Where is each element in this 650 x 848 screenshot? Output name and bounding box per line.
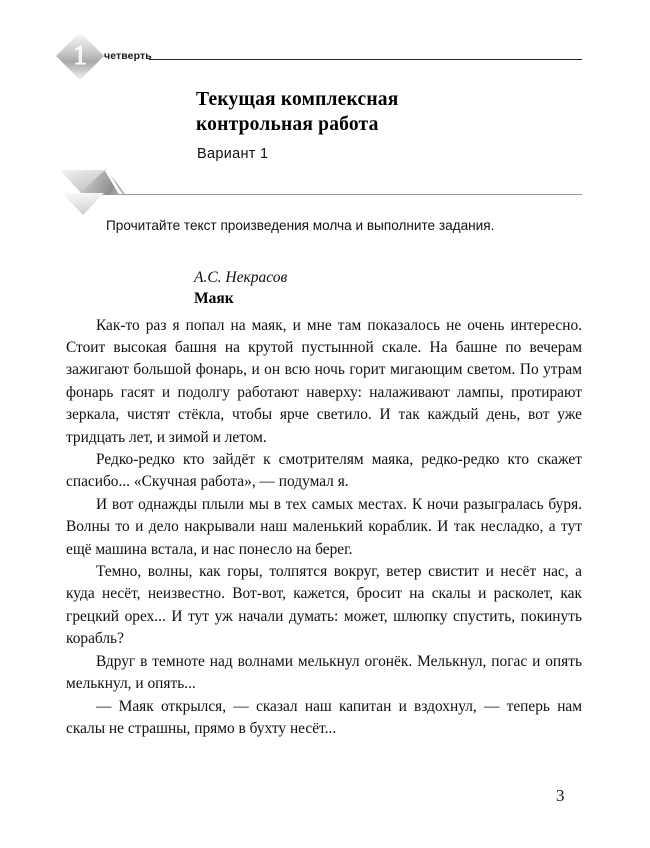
passage-body [66,315,582,741]
page-title-line-1: Текущая комплексная [196,89,399,110]
arrow-ornament-icon [60,168,130,216]
quarter-header [0,30,650,86]
instruction-divider-rule [110,194,582,195]
passage-paragraph: — Маяк открылся, — сказал наш капитан и вздохнул, — теперь нам скалы не страшны, прямо в бухту несёт... [66,697,582,737]
passage-author: А.С. Некрасов [194,269,288,286]
passage-paragraph: Вдруг в темноте над волнами мелькнул огонёк. Мелькнул, погас и опять мелькнул, и опять... [66,652,582,693]
quarter-badge-diamond-icon [56,32,104,80]
quarter-number: 1 [73,39,87,70]
passage-paragraph: Редко-редко кто зайдёт к смотрителям маяка, редко-редко кто скажет спасибо... «Скучная работа», — подумал я. [66,451,582,491]
passage-paragraph: И вот однажды плыли мы в тех самых местах. К ночи разыгралась буря. Волны то и дело накрывали наш маленький кораблик. И так несладко, а тут ещё машина встала, и нас понесло на берег. [66,495,582,558]
passage-heading: Маяк [194,290,234,308]
quarter-label: четверть [104,50,152,62]
page-title-line-2: контрольная работа [196,113,379,135]
page-title [196,88,586,137]
instruction-section [0,168,650,238]
reading-passage [66,268,582,740]
variant-label: Вариант 1 [197,146,269,162]
passage-paragraph: Темно, волны, как горы, толпятся вокруг, ветер свистит и несёт нас, а куда несёт, неизвестно. Вот-вот, кажется, бросит на скалы и расколет, как грецкий орех... И тут уж начали думать: может, шлюпку спустить, покинуть корабль? [66,563,582,648]
ornament-front-chevron [62,193,104,215]
page-number: 3 [556,786,565,805]
instruction-text: Прочитайте текст произведения молча и выполните задания. [106,218,495,233]
passage-paragraph: Как-то раз я попал на маяк, и мне там показалось не очень интересно. Стоит высокая башня на крутой пустынной скале. На башне по вечерам зажигают большой фонарь, и он всю ночь горит мигающим светом. По утрам фонарь гасят и подолгу работают наверху: налаживают лампы, протирают зеркала, чистят стёкла, чтобы ярче светило. И так каждый день, вот уже тридцать лет, и зимой и летом. [66,316,582,446]
header-divider-rule [149,59,582,60]
